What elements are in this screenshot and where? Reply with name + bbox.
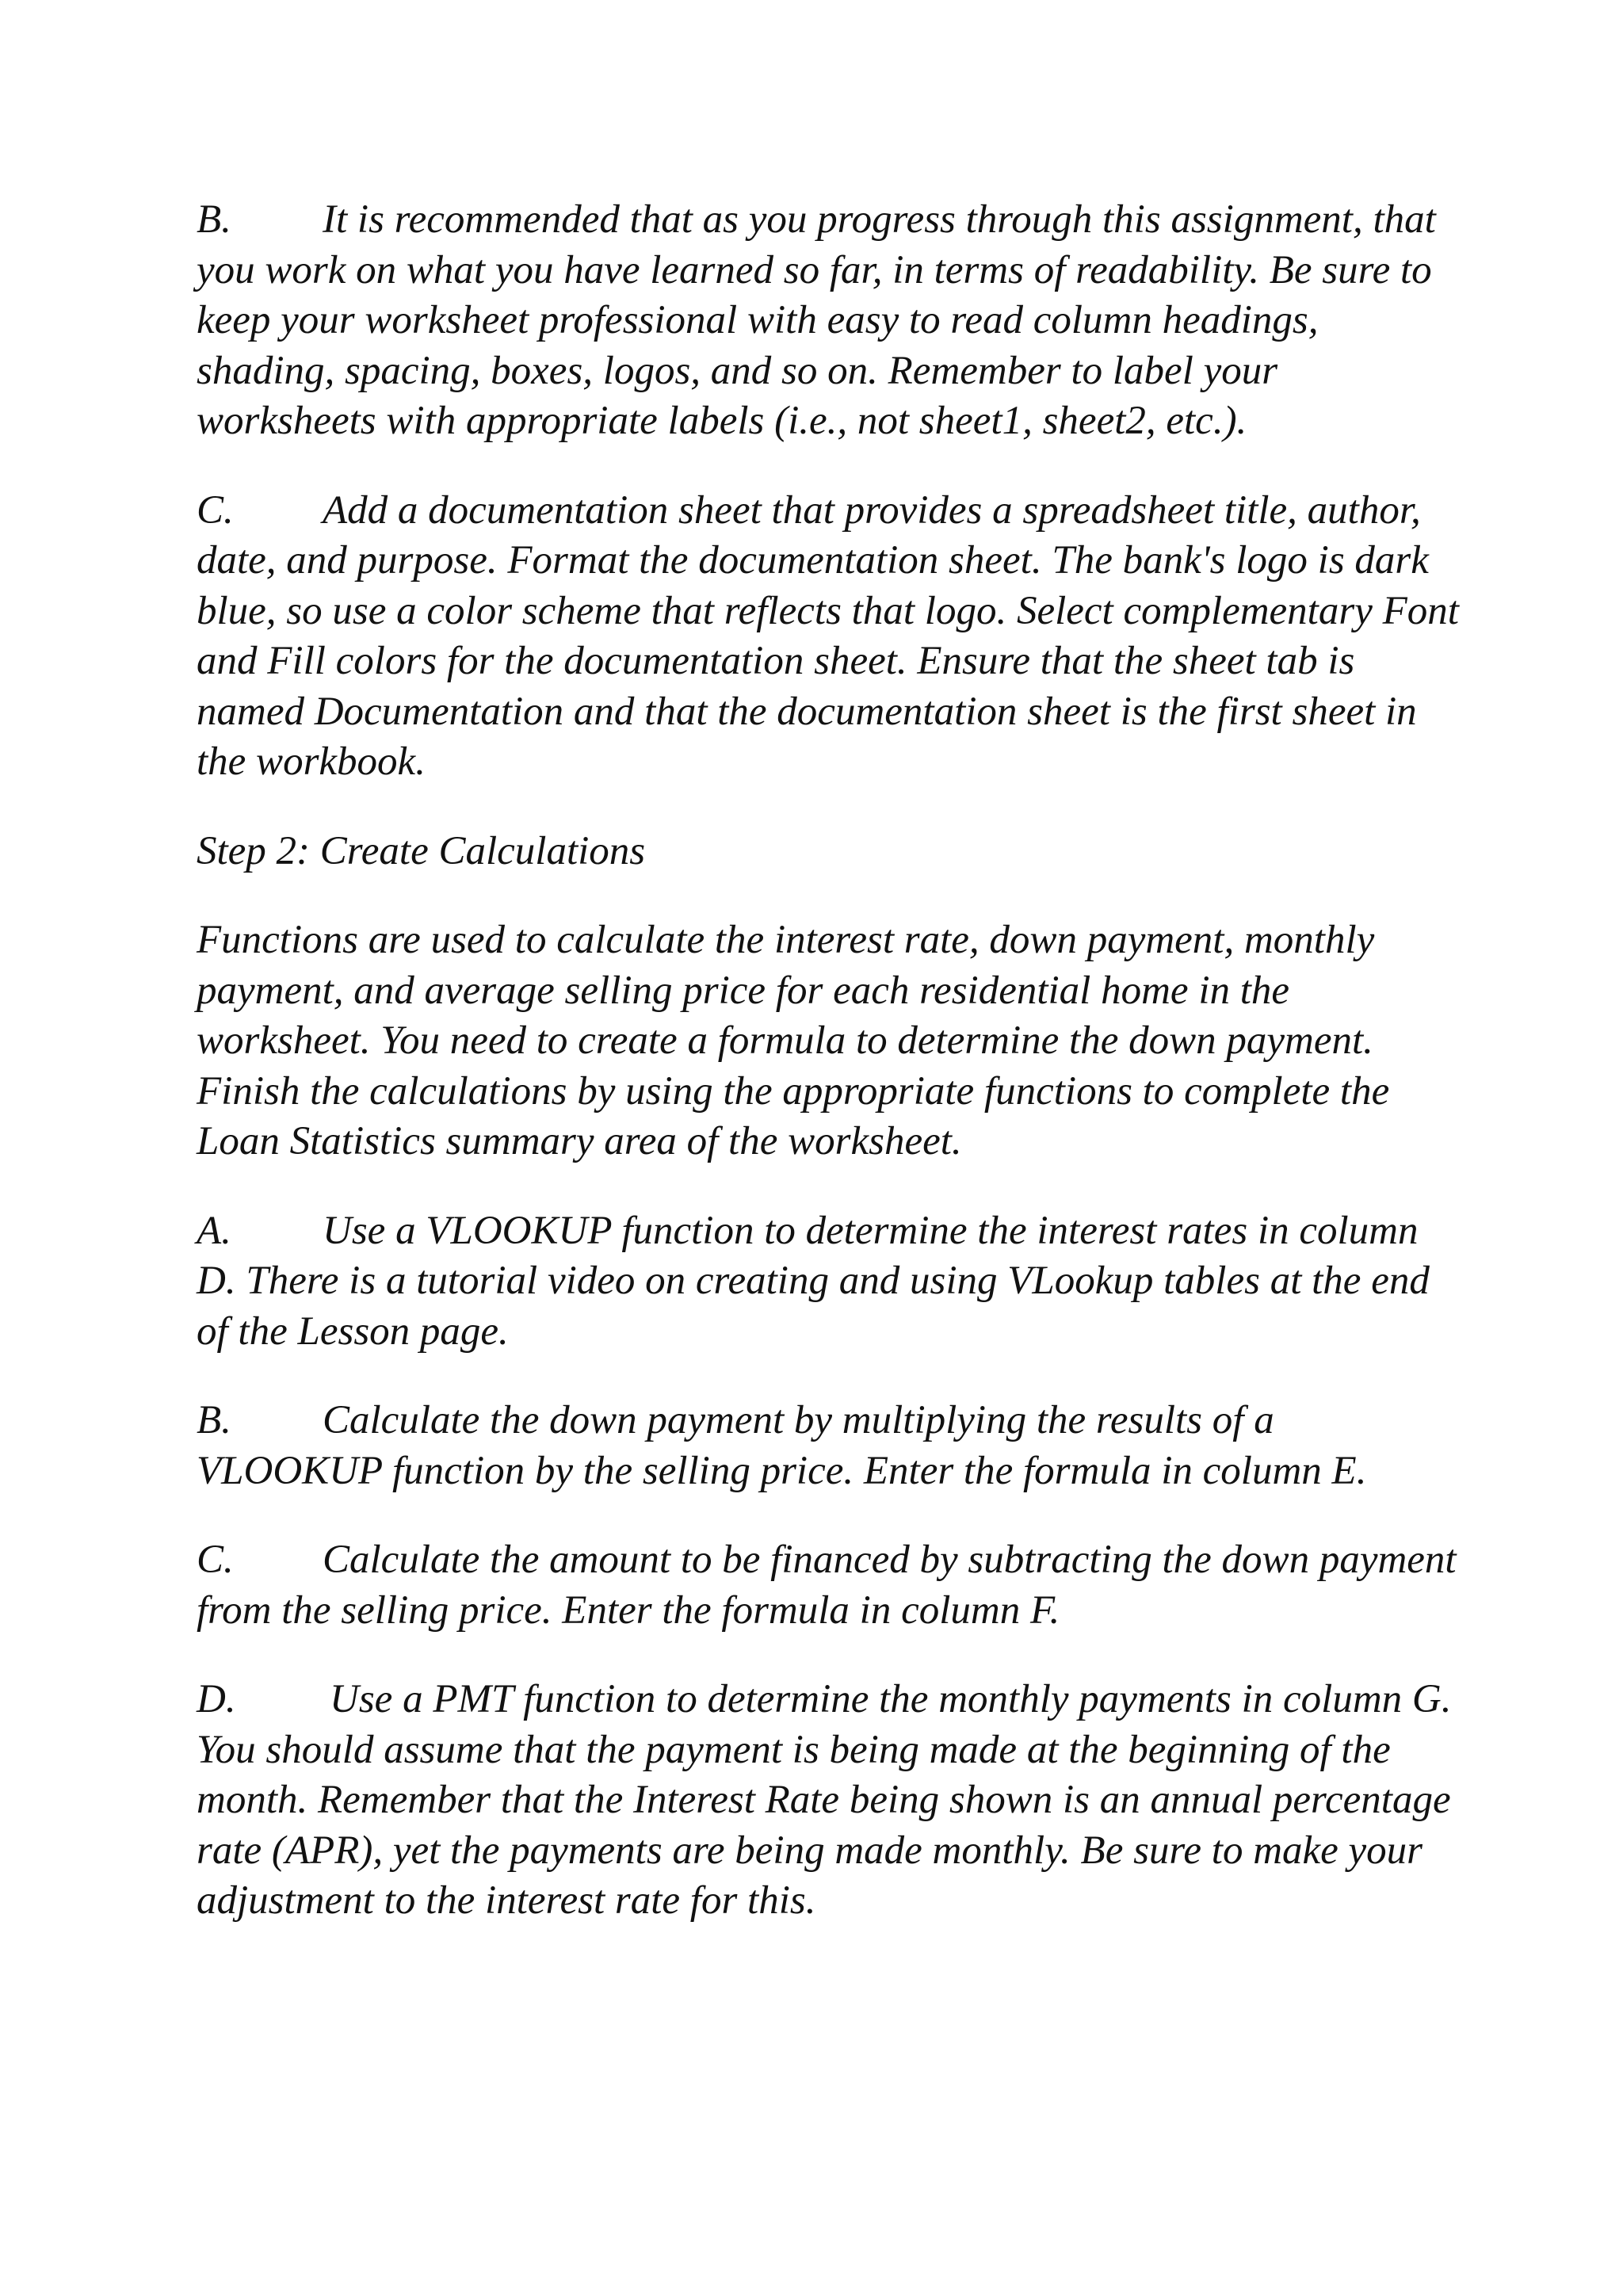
paragraph-text: Use a PMT function to determine the monthly payments in column G. You should assume that the payment is being made at the beginning of the month. Remember that the Interest Rate being shown is an annual percentage rate (APR), yet the payments are being made monthly. Be sure to make your adjustment to the interest rate for this. [197,1677,1452,1923]
paragraph-a-vlookup [197,1206,1465,1358]
item-label: B. [197,197,231,242]
item-label: C. [197,487,234,533]
paragraph-functions-intro: Functions are used to calculate the interest rate, down payment, monthly payment, and average selling price for each residential home in the worksheet. You need to create a formula to determine the down payment. Finish the calculations by using the appropriate functions to complete the Loan Statistics summary area of the worksheet. [197,918,1390,1163]
item-label: C. [197,1538,234,1582]
item-label: A. [197,1208,231,1253]
paragraph-text: Calculate the amount to be financed by subtracting the down payment from the selling price. Enter the formula in column F. [197,1538,1457,1633]
paragraph-text: Add a documentation sheet that provides a spreadsheet title, author, date, and purpose. Format the documentation sheet. The bank's logo is dark blue, so use a color scheme that reflects that logo. Select complementary Font and Fill colors for the documentation sheet. Ensure that the sheet tab is named Documentation and that the documentation sheet is the first sheet in the workbook. [197,487,1459,784]
paragraph-c-amount-financed [197,1535,1465,1636]
document-page [197,195,1465,1966]
paragraph-b-down-payment [197,1396,1465,1496]
paragraph-c-documentation-sheet [197,486,1465,788]
paragraph-text: It is recommended that as you progress through this assignment, that you work on what you have learned so far, in terms of readability. Be sure to keep your worksheet professional with easy to read column headings, shading, spacing, boxes, logos, and so on. Remember to label your worksheets with appropriate labels (i.e., not sheet1, sheet2, etc.). [197,197,1436,443]
item-label: B. [197,1398,231,1442]
paragraph-text: Use a VLOOKUP function to determine the interest rates in column D. There is a tutorial video on creating and using VLookup tables at the end of the Lesson page. [197,1208,1430,1354]
paragraph-d-pmt [197,1675,1465,1927]
paragraph-b-readability [197,195,1465,447]
step-heading: Step 2: Create Calculations [197,828,646,873]
item-label: D. [197,1677,236,1721]
paragraph-text: Calculate the down payment by multiplying the results of a VLOOKUP function by the selling price. Enter the formula in column E. [197,1398,1367,1493]
